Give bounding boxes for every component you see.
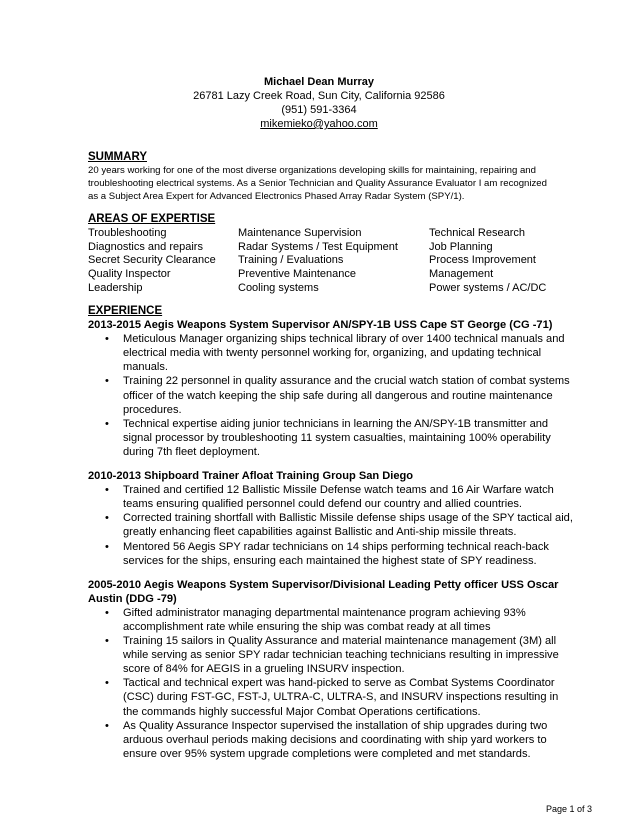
expertise-item: Leadership [88,281,143,294]
bullet-line: (CSC) during FST-GC, FST-J, ULTRA-C, ULTRA-S, and INSURV inspections resulting in [123,691,559,704]
bullet-line: • Training 22 personnel in quality assurance and the crucial watch station of combat systems [123,375,570,388]
job-title [88,469,588,483]
expertise-item: Power systems / AC/DC [429,281,547,294]
expertise-column-3 [429,227,546,296]
job-title-line: 2010-2013 Shipboard Trainer Afloat Training Group San Diego [88,470,414,483]
summary-title: SUMMARY [88,151,147,163]
bullet-line: • Training 15 sailors in Quality Assurance and material maintenance management (3M) all [123,635,557,648]
bullet-line: teams ensuring qualified personnel could defend our country and allied countries. [123,498,523,511]
expertise-title: AREAS OF EXPERTISE [88,213,216,225]
summary-line: as a Subject Area Expert for Advanced Electronics Phased Array Radar System (SPY/1). [88,191,465,202]
expertise-grid [88,227,588,296]
bullet-line: while serving as senior SPY radar technician teaching technicians resulting in impressive [123,649,559,662]
job-bullets [88,606,588,761]
bullet-line: • As Quality Assurance Inspector supervised the installation of ship upgrades during two [123,719,548,732]
job-title [88,578,588,606]
phone: (951) 591-3364 [281,104,357,116]
expertise-item: Management [429,268,494,281]
bullet-line: greatly enhancing fleet capabilities against Ballistic and Anti-ship missile threats. [123,526,517,539]
expertise-item: Job Planning [429,240,493,253]
summary-line: troubleshooting electrical systems. As a Senior Technician and Quality Assurance Evaluator I am recognized [88,178,547,189]
address: 26781 Lazy Creek Road, Sun City, California 92586 [193,90,445,102]
summary-text [88,164,588,203]
job-bullet [88,511,588,539]
job-bullet [88,606,588,634]
job-entry [88,578,588,761]
expertise-item: Diagnostics and repairs [88,240,203,253]
experience-section [88,304,588,771]
expertise-item: Process Improvement [429,254,536,267]
bullet-line: • Tactical and technical expert was hand-picked to serve as Combat Systems Coordinator [123,677,555,690]
email-link[interactable]: mikemieko@yahoo.com [260,118,378,130]
bullet-line: during 7th fleet deployment. [123,445,260,458]
job-entry [88,469,588,568]
expertise-item: Preventive Maintenance [238,268,357,281]
expertise-item: Maintenance Supervision [238,226,362,239]
expertise-section [88,213,588,296]
bullet-line: score of 84% for AEGIS in a grueling INSURV inspection. [123,663,405,676]
job-title-line: 2005-2010 Aegis Weapons System Supervisor/Divisional Leading Petty officer USS Oscar [88,578,559,591]
expertise-item: Technical Research [429,226,525,239]
job-bullet [88,332,588,374]
job-bullet [88,634,588,676]
summary-line: 20 years working for one of the most diverse organizations developing skills for maintaining, repairing and [88,165,536,176]
bullet-line: manuals. [123,361,169,374]
contact-header [0,75,638,131]
bullet-line: the commands highly successful Major Combat Operations certifications. [123,705,481,718]
candidate-name: Michael Dean Murray [263,76,375,88]
expertise-item: Secret Security Clearance [88,254,216,267]
job-bullets [88,332,588,459]
job-bullets [88,483,588,568]
bullet-line: • Gifted administrator managing departmental maintenance program achieving 93% [123,606,526,619]
job-bullet [88,374,588,416]
bullet-line: accomplishment rate while ensuring the ship was combat ready at all times [123,620,491,633]
experience-title: EXPERIENCE [88,305,163,317]
expertise-column-1 [88,227,238,296]
bullet-line: electrical media with twenty personnel working for, organizing, and updating technical [123,347,542,360]
expertise-item: Training / Evaluations [238,254,344,267]
bullet-line: services for the ships, ensuring each maintained the highest state of SPY readiness. [123,554,537,567]
job-entry [88,318,588,459]
job-bullet [88,483,588,511]
bullet-line: • Trained and certified 12 Ballistic Missile Defense watch teams and 16 Air Warfare watch [123,484,554,497]
bullet-line: • Meticulous Manager organizing ships technical library of over 1400 technical manuals and [123,333,565,346]
bullet-line: signal processor by troubleshooting 11 system casualties, maintaining 100% operability [123,431,551,444]
expertise-item: Quality Inspector [88,268,171,281]
job-title [88,318,588,332]
job-title-line: Austin (DDG -79) [88,592,177,605]
expertise-column-2 [238,227,429,296]
summary-section [88,151,588,203]
bullet-line: • Corrected training shortfall with Ballistic Missile defense ships usage of the SPY tactical aid, [123,512,573,525]
bullet-line: ensure over 95% system upgrade completions were completed and met standards. [123,747,531,760]
job-title-line: 2013-2015 Aegis Weapons System Supervisor AN/SPY-1B USS Cape ST George (CG -71) [88,319,553,332]
job-bullet [88,719,588,761]
page-number: Page 1 of 3 [545,804,592,814]
expertise-item: Cooling systems [238,281,319,294]
bullet-line: officer of the watch keeping the ship safe during all dangerous and routine maintenance [123,389,553,402]
job-bullet [88,676,588,718]
bullet-line: • Mentored 56 Aegis SPY radar technicians on 14 ships performing technical reach-back [123,540,549,553]
job-bullet [88,540,588,568]
expertise-item: Radar Systems / Test Equipment [238,240,398,253]
expertise-item: Troubleshooting [88,226,167,239]
bullet-line: • Technical expertise aiding junior technicians in learning the AN/SPY-1B transmitter and [123,417,549,430]
job-bullet [88,417,588,459]
bullet-line: arduous overhaul periods making decisions and coordinating with ship yard workers to [123,733,547,746]
bullet-line: procedures. [123,403,182,416]
